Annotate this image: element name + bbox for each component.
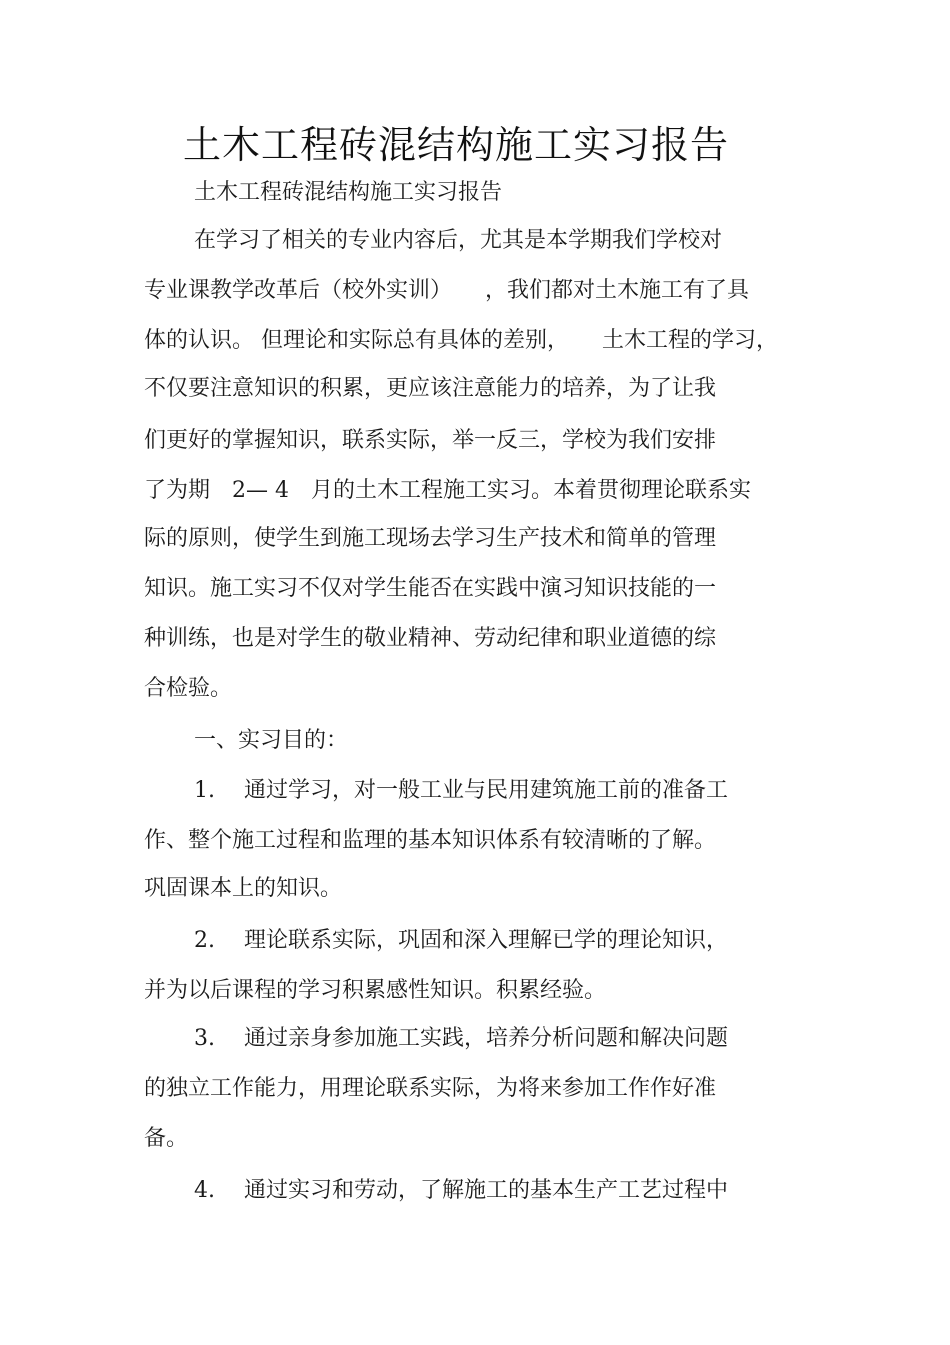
list-item: 2. 理论联系实际，巩固和深入理解已学的理论知识， (194, 928, 728, 953)
list-item-continuation: 作、整个施工过程和监理的基本知识体系有较清晰的了解。 (144, 828, 717, 853)
paragraph-line: 合检验。 (144, 676, 233, 701)
paragraph-line: 知识。施工实习不仅对学生能否在实践中演习知识技能的一 (144, 576, 717, 601)
document-title: 土木工程砖混结构施工实习报告 (182, 123, 729, 167)
subtitle-line: 土木工程砖混结构施工实习报告 (194, 180, 503, 205)
paragraph-line: 了为期 2— 4 月的土木工程施工实习。本着贯彻理论联系实 (144, 478, 751, 503)
list-item: 3. 通过亲身参加施工实践，培养分析问题和解决问题 (194, 1026, 728, 1051)
paragraph-line: 专业课教学改革后（校外实训） ，我们都对土木施工有了具 (144, 278, 750, 303)
paragraph-line: 种训练，也是对学生的敬业精神、劳动纪律和职业道德的综 (144, 626, 717, 651)
paragraph-line: 不仅要注意知识的积累，更应该注意能力的培养，为了让我 (144, 376, 717, 401)
list-item-continuation: 备。 (144, 1126, 189, 1151)
list-item: 1. 通过学习，对一般工业与民用建筑施工前的准备工 (194, 778, 728, 803)
section-heading: 一、实习目的： (194, 728, 349, 753)
list-item-continuation: 巩固课本上的知识。 (144, 876, 343, 901)
paragraph-line: 们更好的掌握知识，联系实际，举一反三，学校为我们安排 (144, 428, 717, 453)
list-item-continuation: 的独立工作能力，用理论联系实际，为将来参加工作作好准 (144, 1076, 717, 1101)
paragraph-line: 际的原则，使学生到施工现场去学习生产技术和简单的管理 (144, 526, 717, 551)
list-item-continuation: 并为以后课程的学习积累感性知识。积累经验。 (144, 978, 607, 1003)
paragraph-line: 在学习了相关的专业内容后，尤其是本学期我们学校对 (194, 228, 723, 253)
list-item: 4. 通过实习和劳动，了解施工的基本生产工艺过程中 (194, 1178, 728, 1203)
paragraph-line: 体的认识。 但理论和实际总有具体的差别， 土木工程的学习， (144, 328, 778, 353)
